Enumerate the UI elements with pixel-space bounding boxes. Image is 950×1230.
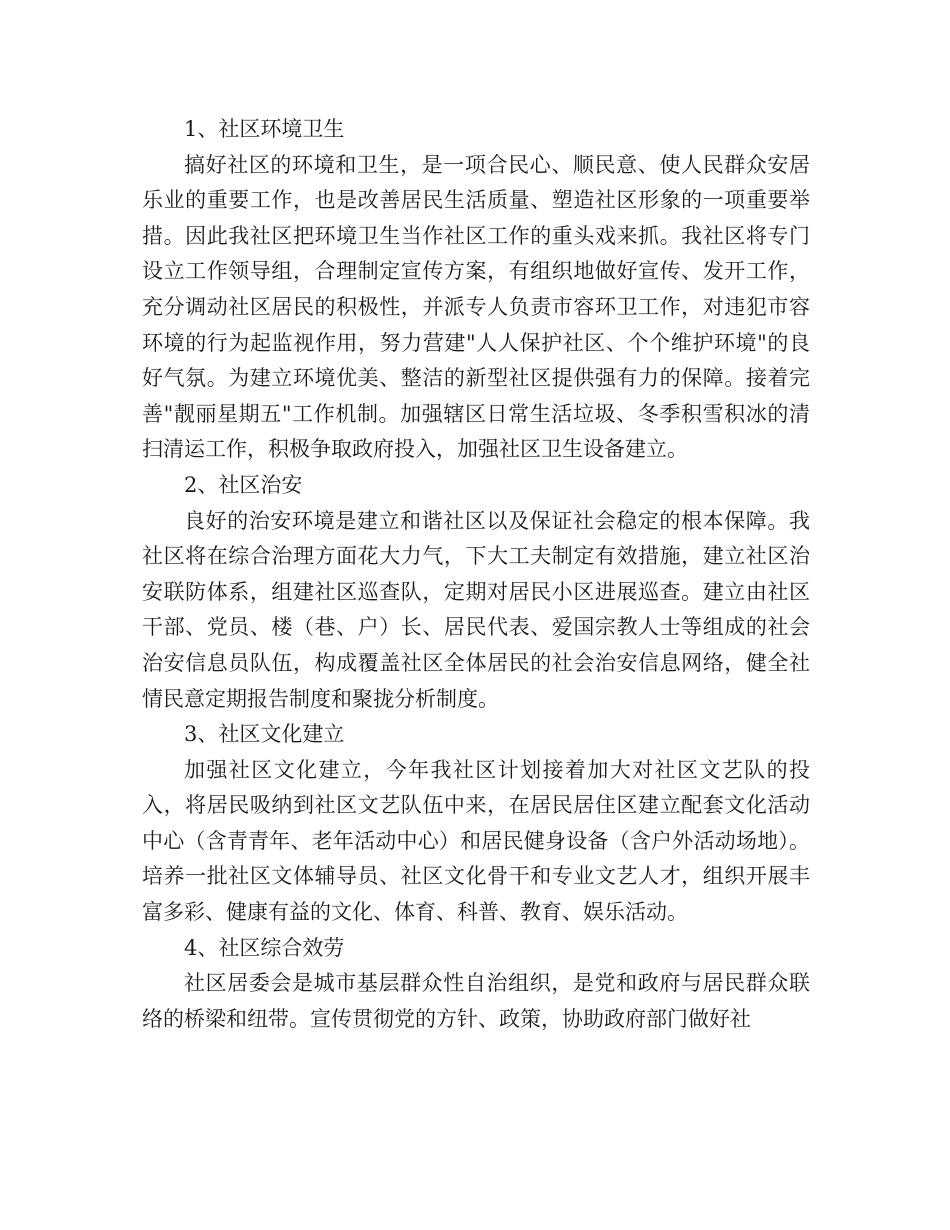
- section-heading: 4、社区综合效劳: [184, 935, 345, 960]
- section-paragraph: 搞好社区的环境和卫生，是一项合民心、顺民意、使人民群众安居乐业的重要工作，也是改善居民生活质量、塑造社区形象的一项重要举措。因此我社区把环境卫生当作社区工作的重头戏来抓。我社区将专门设立工作领导组，合理制定宣传方案，有组织地做好宣传、发开工作，充分调动社区居民的积极性，并派专人负责市容环卫工作，对违犯市容环境的行为起监视作用，努力营建"人人保护社区、个个维护环境"的良好气氛。为建立环境优美、整洁的新型社区提供强有力的保障。接着完善"靓丽星期五"工作机制。加强辖区日常生活垃圾、冬季积雪积冰的清扫清运工作，积极争取政府投入，加强社区卫生设备建立。: [142, 152, 810, 462]
- section-culture: [142, 717, 810, 931]
- section-services: [142, 931, 810, 1038]
- section-heading: 2、社区治安: [184, 472, 303, 497]
- section-heading: 1、社区环境卫生: [184, 117, 345, 141]
- section-paragraph: 加强社区文化建立，今年我社区计划接着加大对社区文艺队的投入，将居民吸纳到社区文艺队伍中来，在居民居住区建立配套文化活动中心（含青青年、老年活动中心）和居民健身设备（含户外活动场地）。培养一批社区文体辅导员、社区文化骨干和专业文艺人才，组织开展丰富多彩、健康有益的文化、体育、科普、教育、娱乐活动。: [142, 757, 810, 925]
- section-heading: 3、社区文化建立: [184, 722, 345, 747]
- section-paragraph: 社区居委会是城市基层群众性自治组织，是党和政府与居民群众联络的桥梁和纽带。宣传贯彻党的方针、政策，协助政府部门做好社: [142, 971, 810, 1031]
- section-paragraph: 良好的治安环境是建立和谐社区以及保证社会稳定的根本保障。我社区将在综合治理方面花大力气，下大工夫制定有效措施，建立社区治安联防体系，组建社区巡查队，定期对居民小区进展巡查。建立由社区干部、党员、楼（巷、户）长、居民代表、爱国宗教人士等组成的社会治安信息员队伍，构成覆盖社区全体居民的社会治安信息网络，健全社情民意定期报告制度和聚拢分析制度。: [142, 508, 810, 711]
- document-body: [142, 112, 810, 1037]
- section-security: [142, 468, 810, 717]
- section-environment: [142, 112, 810, 468]
